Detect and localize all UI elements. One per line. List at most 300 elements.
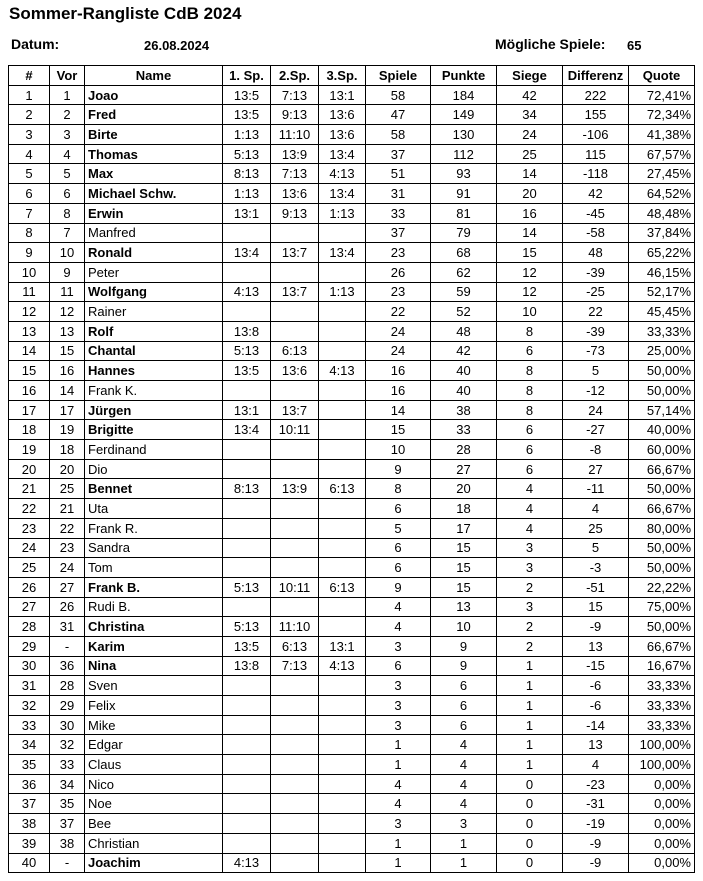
table-row (9, 381, 695, 401)
cell-game1: 5:13 (223, 341, 271, 361)
cell-name: Peter (85, 262, 223, 282)
cell-name: Jürgen (85, 400, 223, 420)
cell-name: Brigitte (85, 420, 223, 440)
cell-wins: 6 (497, 440, 563, 460)
cell-game1: 5:13 (223, 577, 271, 597)
cell-game2: 11:10 (271, 125, 319, 145)
cell-difference: -106 (563, 125, 629, 145)
cell-game3 (319, 400, 366, 420)
cell-rank: 4 (9, 144, 50, 164)
table-row (9, 400, 695, 420)
cell-game3 (319, 558, 366, 578)
cell-quote: 50,00% (629, 479, 695, 499)
col-header-games: Spiele (366, 66, 431, 86)
table-row (9, 144, 695, 164)
cell-wins: 14 (497, 164, 563, 184)
cell-wins: 0 (497, 853, 563, 873)
cell-wins: 4 (497, 499, 563, 519)
table-row (9, 617, 695, 637)
cell-name: Tom (85, 558, 223, 578)
cell-rank: 3 (9, 125, 50, 145)
cell-points: 48 (431, 321, 497, 341)
cell-name: Rolf (85, 321, 223, 341)
cell-prev: 33 (50, 755, 85, 775)
cell-quote: 41,38% (629, 125, 695, 145)
cell-games: 3 (366, 814, 431, 834)
cell-quote: 0,00% (629, 853, 695, 873)
cell-game2: 7:13 (271, 656, 319, 676)
date-value: 26.08.2024 (144, 38, 210, 53)
cell-difference: 5 (563, 538, 629, 558)
cell-name: Bee (85, 814, 223, 834)
cell-name: Uta (85, 499, 223, 519)
cell-name: Max (85, 164, 223, 184)
cell-wins: 0 (497, 794, 563, 814)
cell-games: 23 (366, 282, 431, 302)
cell-game1 (223, 499, 271, 519)
cell-prev: 26 (50, 597, 85, 617)
cell-quote: 66,67% (629, 499, 695, 519)
table-row (9, 518, 695, 538)
cell-game3: 6:13 (319, 479, 366, 499)
cell-game3 (319, 676, 366, 696)
cell-games: 9 (366, 459, 431, 479)
cell-prev: - (50, 853, 85, 873)
cell-difference: -19 (563, 814, 629, 834)
cell-wins: 6 (497, 341, 563, 361)
possible-games-value: 65 (627, 38, 642, 53)
table-row (9, 440, 695, 460)
cell-game3 (319, 794, 366, 814)
cell-prev: 9 (50, 262, 85, 282)
cell-game3 (319, 833, 366, 853)
cell-games: 16 (366, 361, 431, 381)
cell-game1 (223, 715, 271, 735)
cell-difference: 4 (563, 499, 629, 519)
cell-game2 (271, 696, 319, 716)
cell-game2: 6:13 (271, 341, 319, 361)
cell-game2 (271, 735, 319, 755)
cell-games: 4 (366, 774, 431, 794)
cell-points: 27 (431, 459, 497, 479)
cell-game3 (319, 440, 366, 460)
cell-name: Joao (85, 85, 223, 105)
cell-name: Claus (85, 755, 223, 775)
cell-game1: 13:4 (223, 243, 271, 263)
cell-game3: 4:13 (319, 164, 366, 184)
cell-points: 4 (431, 735, 497, 755)
cell-quote: 65,22% (629, 243, 695, 263)
cell-quote: 40,00% (629, 420, 695, 440)
table-row (9, 676, 695, 696)
cell-games: 8 (366, 479, 431, 499)
cell-prev: 31 (50, 617, 85, 637)
cell-wins: 24 (497, 125, 563, 145)
table-row (9, 459, 695, 479)
cell-rank: 13 (9, 321, 50, 341)
table-row (9, 85, 695, 105)
cell-name: Erwin (85, 203, 223, 223)
cell-difference: -3 (563, 558, 629, 578)
cell-game3: 6:13 (319, 577, 366, 597)
table-row (9, 774, 695, 794)
cell-wins: 14 (497, 223, 563, 243)
cell-points: 1 (431, 853, 497, 873)
cell-quote: 80,00% (629, 518, 695, 538)
cell-name: Christina (85, 617, 223, 637)
cell-prev: 8 (50, 203, 85, 223)
cell-rank: 9 (9, 243, 50, 263)
table-row (9, 538, 695, 558)
cell-wins: 6 (497, 420, 563, 440)
cell-name: Rainer (85, 302, 223, 322)
cell-name: Frank R. (85, 518, 223, 538)
cell-wins: 12 (497, 262, 563, 282)
table-row (9, 853, 695, 873)
cell-points: 15 (431, 538, 497, 558)
cell-games: 3 (366, 715, 431, 735)
cell-game1 (223, 538, 271, 558)
cell-quote: 57,14% (629, 400, 695, 420)
cell-game1 (223, 794, 271, 814)
cell-game3: 13:4 (319, 243, 366, 263)
cell-prev: 32 (50, 735, 85, 755)
cell-prev: 23 (50, 538, 85, 558)
cell-game1 (223, 833, 271, 853)
cell-game3: 13:6 (319, 105, 366, 125)
col-header-game2: 2.Sp. (271, 66, 319, 86)
cell-games: 4 (366, 617, 431, 637)
cell-rank: 16 (9, 381, 50, 401)
table-row (9, 125, 695, 145)
cell-rank: 38 (9, 814, 50, 834)
cell-games: 15 (366, 420, 431, 440)
cell-game1: 4:13 (223, 282, 271, 302)
cell-rank: 40 (9, 853, 50, 873)
cell-wins: 2 (497, 577, 563, 597)
cell-game2: 13:9 (271, 479, 319, 499)
cell-game3 (319, 262, 366, 282)
table-row (9, 203, 695, 223)
cell-rank: 17 (9, 400, 50, 420)
cell-name: Ronald (85, 243, 223, 263)
table-row (9, 636, 695, 656)
cell-wins: 0 (497, 814, 563, 834)
cell-prev: 14 (50, 381, 85, 401)
cell-points: 9 (431, 636, 497, 656)
cell-points: 13 (431, 597, 497, 617)
cell-wins: 0 (497, 833, 563, 853)
cell-prev: 21 (50, 499, 85, 519)
cell-game3 (319, 715, 366, 735)
cell-quote: 37,84% (629, 223, 695, 243)
cell-prev: 25 (50, 479, 85, 499)
cell-quote: 50,00% (629, 361, 695, 381)
cell-points: 91 (431, 184, 497, 204)
cell-wins: 1 (497, 676, 563, 696)
cell-points: 79 (431, 223, 497, 243)
cell-games: 10 (366, 440, 431, 460)
cell-game3: 13:4 (319, 184, 366, 204)
cell-rank: 6 (9, 184, 50, 204)
col-header-name: Name (85, 66, 223, 86)
cell-difference: -15 (563, 656, 629, 676)
cell-quote: 48,48% (629, 203, 695, 223)
cell-quote: 67,57% (629, 144, 695, 164)
cell-game1 (223, 302, 271, 322)
cell-games: 6 (366, 558, 431, 578)
cell-games: 6 (366, 656, 431, 676)
cell-name: Noe (85, 794, 223, 814)
cell-rank: 26 (9, 577, 50, 597)
cell-game1 (223, 814, 271, 834)
cell-games: 16 (366, 381, 431, 401)
cell-difference: 13 (563, 636, 629, 656)
cell-rank: 19 (9, 440, 50, 460)
cell-quote: 100,00% (629, 735, 695, 755)
cell-difference: 4 (563, 755, 629, 775)
cell-game3 (319, 538, 366, 558)
cell-name: Edgar (85, 735, 223, 755)
cell-wins: 16 (497, 203, 563, 223)
cell-prev: - (50, 636, 85, 656)
cell-wins: 4 (497, 479, 563, 499)
cell-difference: -9 (563, 617, 629, 637)
cell-quote: 0,00% (629, 794, 695, 814)
cell-prev: 24 (50, 558, 85, 578)
cell-points: 81 (431, 203, 497, 223)
cell-rank: 28 (9, 617, 50, 637)
cell-quote: 72,41% (629, 85, 695, 105)
cell-points: 15 (431, 577, 497, 597)
cell-games: 6 (366, 499, 431, 519)
cell-game1: 5:13 (223, 617, 271, 637)
cell-rank: 20 (9, 459, 50, 479)
cell-points: 20 (431, 479, 497, 499)
cell-name: Chantal (85, 341, 223, 361)
cell-rank: 29 (9, 636, 50, 656)
cell-game2 (271, 321, 319, 341)
cell-difference: 5 (563, 361, 629, 381)
cell-game2: 13:6 (271, 184, 319, 204)
cell-games: 3 (366, 676, 431, 696)
cell-game2 (271, 518, 319, 538)
table-row (9, 420, 695, 440)
cell-difference: -73 (563, 341, 629, 361)
cell-name: Rudi B. (85, 597, 223, 617)
cell-points: 68 (431, 243, 497, 263)
cell-games: 37 (366, 223, 431, 243)
cell-game2: 9:13 (271, 203, 319, 223)
cell-game2 (271, 794, 319, 814)
cell-points: 42 (431, 341, 497, 361)
col-header-points: Punkte (431, 66, 497, 86)
cell-points: 17 (431, 518, 497, 538)
cell-game2 (271, 223, 319, 243)
cell-game2 (271, 459, 319, 479)
cell-quote: 33,33% (629, 676, 695, 696)
cell-game1: 13:5 (223, 105, 271, 125)
cell-game2: 10:11 (271, 577, 319, 597)
cell-game3: 13:1 (319, 636, 366, 656)
cell-prev: 7 (50, 223, 85, 243)
cell-games: 24 (366, 341, 431, 361)
cell-prev: 15 (50, 341, 85, 361)
table-row (9, 558, 695, 578)
cell-quote: 66,67% (629, 459, 695, 479)
table-row (9, 184, 695, 204)
cell-wins: 25 (497, 144, 563, 164)
cell-quote: 0,00% (629, 814, 695, 834)
cell-prev: 36 (50, 656, 85, 676)
cell-name: Bennet (85, 479, 223, 499)
cell-game3 (319, 341, 366, 361)
cell-name: Sandra (85, 538, 223, 558)
cell-difference: 24 (563, 400, 629, 420)
table-row (9, 794, 695, 814)
cell-game3: 13:1 (319, 85, 366, 105)
cell-game3 (319, 499, 366, 519)
cell-quote: 27,45% (629, 164, 695, 184)
cell-name: Nina (85, 656, 223, 676)
cell-game2: 13:7 (271, 243, 319, 263)
cell-game1 (223, 381, 271, 401)
cell-prev: 6 (50, 184, 85, 204)
cell-game1 (223, 597, 271, 617)
cell-games: 1 (366, 833, 431, 853)
cell-quote: 66,67% (629, 636, 695, 656)
cell-game3 (319, 321, 366, 341)
cell-wins: 6 (497, 459, 563, 479)
cell-difference: -118 (563, 164, 629, 184)
table-row (9, 499, 695, 519)
cell-prev: 35 (50, 794, 85, 814)
cell-game2: 13:7 (271, 400, 319, 420)
table-row (9, 243, 695, 263)
cell-quote: 33,33% (629, 321, 695, 341)
cell-points: 3 (431, 814, 497, 834)
cell-prev: 5 (50, 164, 85, 184)
cell-game1: 13:8 (223, 656, 271, 676)
cell-points: 15 (431, 558, 497, 578)
cell-game3: 4:13 (319, 361, 366, 381)
cell-points: 4 (431, 794, 497, 814)
cell-quote: 22,22% (629, 577, 695, 597)
cell-difference: -51 (563, 577, 629, 597)
cell-wins: 15 (497, 243, 563, 263)
cell-game2: 10:11 (271, 420, 319, 440)
table-row (9, 164, 695, 184)
cell-game3 (319, 518, 366, 538)
ranking-table (8, 65, 695, 873)
cell-games: 4 (366, 794, 431, 814)
cell-points: 4 (431, 774, 497, 794)
cell-game3 (319, 853, 366, 873)
cell-difference: 42 (563, 184, 629, 204)
table-row (9, 282, 695, 302)
cell-games: 24 (366, 321, 431, 341)
cell-name: Christian (85, 833, 223, 853)
cell-difference: 48 (563, 243, 629, 263)
table-row (9, 656, 695, 676)
cell-rank: 32 (9, 696, 50, 716)
cell-rank: 23 (9, 518, 50, 538)
cell-prev: 30 (50, 715, 85, 735)
cell-game1: 5:13 (223, 144, 271, 164)
col-header-game1: 1. Sp. (223, 66, 271, 86)
cell-quote: 50,00% (629, 538, 695, 558)
cell-difference: -6 (563, 696, 629, 716)
cell-prev: 38 (50, 833, 85, 853)
cell-rank: 7 (9, 203, 50, 223)
cell-rank: 31 (9, 676, 50, 696)
cell-game2 (271, 774, 319, 794)
cell-difference: -39 (563, 262, 629, 282)
cell-game2 (271, 597, 319, 617)
cell-games: 3 (366, 696, 431, 716)
cell-game3 (319, 223, 366, 243)
cell-wins: 1 (497, 735, 563, 755)
cell-game1 (223, 518, 271, 538)
cell-difference: 13 (563, 735, 629, 755)
cell-game1 (223, 459, 271, 479)
cell-game3 (319, 735, 366, 755)
cell-quote: 75,00% (629, 597, 695, 617)
table-row (9, 833, 695, 853)
cell-points: 18 (431, 499, 497, 519)
cell-difference: -6 (563, 676, 629, 696)
cell-points: 10 (431, 617, 497, 637)
cell-prev: 17 (50, 400, 85, 420)
cell-game3 (319, 420, 366, 440)
cell-game1: 4:13 (223, 853, 271, 873)
cell-wins: 2 (497, 617, 563, 637)
cell-games: 37 (366, 144, 431, 164)
cell-game2 (271, 676, 319, 696)
cell-game1 (223, 558, 271, 578)
cell-rank: 14 (9, 341, 50, 361)
cell-name: Thomas (85, 144, 223, 164)
cell-games: 23 (366, 243, 431, 263)
cell-game2: 13:6 (271, 361, 319, 381)
cell-game2 (271, 814, 319, 834)
cell-name: Frank K. (85, 381, 223, 401)
cell-wins: 8 (497, 381, 563, 401)
col-header-quote: Quote (629, 66, 695, 86)
cell-game1: 13:4 (223, 420, 271, 440)
col-header-wins: Siege (497, 66, 563, 86)
cell-game2 (271, 302, 319, 322)
cell-points: 59 (431, 282, 497, 302)
cell-prev: 28 (50, 676, 85, 696)
cell-points: 112 (431, 144, 497, 164)
cell-quote: 45,45% (629, 302, 695, 322)
cell-prev: 11 (50, 282, 85, 302)
cell-rank: 35 (9, 755, 50, 775)
cell-wins: 42 (497, 85, 563, 105)
cell-difference: 15 (563, 597, 629, 617)
cell-quote: 64,52% (629, 184, 695, 204)
cell-rank: 5 (9, 164, 50, 184)
cell-prev: 1 (50, 85, 85, 105)
table-row (9, 696, 695, 716)
cell-difference: -23 (563, 774, 629, 794)
cell-points: 6 (431, 715, 497, 735)
cell-difference: -8 (563, 440, 629, 460)
cell-game2: 6:13 (271, 636, 319, 656)
cell-difference: 115 (563, 144, 629, 164)
cell-prev: 19 (50, 420, 85, 440)
